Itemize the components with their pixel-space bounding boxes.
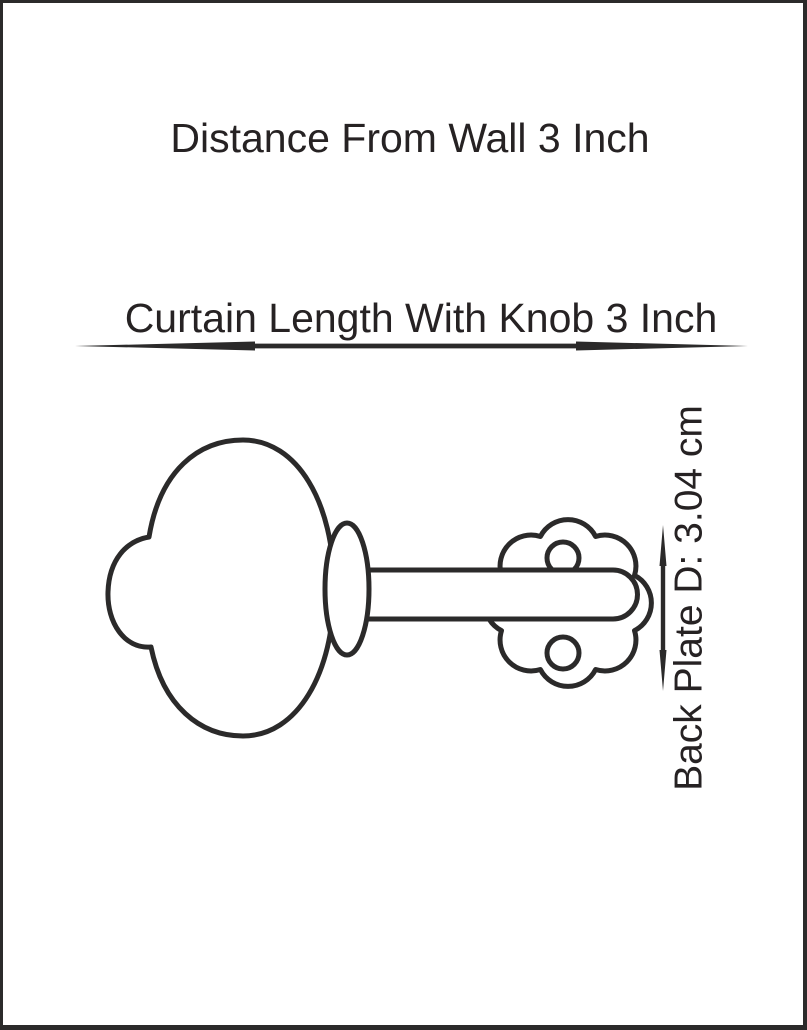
knob-body-outline xyxy=(108,440,334,736)
back-plate-diameter-label: Back Plate D: 3.04 cm xyxy=(667,405,711,791)
curtain-length-label: Curtain Length With Knob 3 Inch xyxy=(124,295,718,341)
distance-from-wall-label: Distance From Wall 3 Inch xyxy=(170,115,650,161)
screw-hole-bottom xyxy=(547,637,579,669)
horizontal-dimension-arrow xyxy=(75,342,748,351)
knob-collar xyxy=(325,523,369,655)
knob-stem xyxy=(343,570,638,619)
vertical-dimension-arrow xyxy=(660,525,667,691)
